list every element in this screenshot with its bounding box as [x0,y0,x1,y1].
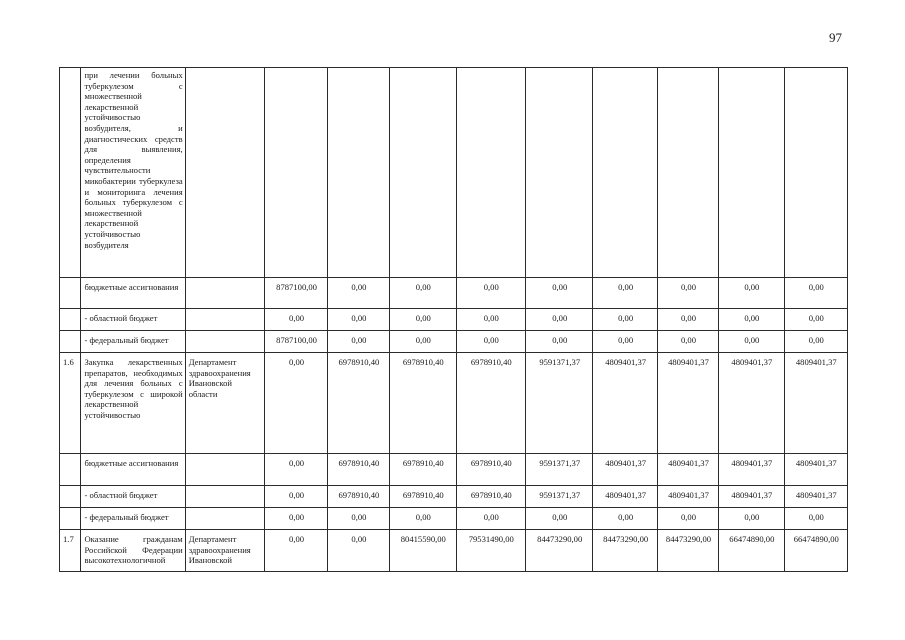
amount-cell: 6978910,40 [327,353,389,454]
amount-cell [390,68,456,278]
amount-cell: 0,00 [456,278,525,309]
row-number-cell [60,331,81,353]
amount-cell: 84473290,00 [593,530,657,572]
executor-cell [185,309,265,331]
row-number-cell: 1.6 [60,353,81,454]
table-row [60,331,848,353]
description-cell: Оказание гражданам Российской Федерации высокотехнологичной [81,530,185,572]
executor-cell [185,486,265,508]
amount-cell: 6978910,40 [390,486,456,508]
description-cell: бюджетные ассигнования [81,278,185,309]
amount-cell: 4809401,37 [593,486,657,508]
amount-cell: 0,00 [265,530,327,572]
description-cell: при лечении больных туберкулезом с множественной лекарственной устойчивостью возбудителя, и диагностических средств для выявления, определения чувствительности микобактерии туберкулеза и мониторинга лечения больных туберкулезом с множественной лекарственной устойчивостью возбудителя [81,68,185,278]
amount-cell: 0,00 [719,508,784,530]
amount-cell: 4809401,37 [719,353,784,454]
amount-cell: 0,00 [456,309,525,331]
amount-cell: 0,00 [784,508,847,530]
amount-cell: 8787100,00 [265,331,327,353]
amount-cell: 0,00 [719,278,784,309]
amount-cell: 4809401,37 [593,454,657,486]
amount-cell: 0,00 [657,508,718,530]
amount-cell: 6978910,40 [327,454,389,486]
amount-cell: 0,00 [593,508,657,530]
amount-cell: 0,00 [456,331,525,353]
amount-cell: 4809401,37 [657,486,718,508]
amount-cell: 6978910,40 [390,454,456,486]
amount-cell: 84473290,00 [657,530,718,572]
amount-cell: 79531490,00 [456,530,525,572]
amount-cell: 6978910,40 [456,353,525,454]
amount-cell: 0,00 [784,309,847,331]
amount-cell: 0,00 [593,331,657,353]
description-cell: бюджетные ассигнования [81,454,185,486]
amount-cell: 0,00 [657,309,718,331]
amount-cell: 0,00 [265,309,327,331]
row-number-cell [60,486,81,508]
amount-cell: 9591371,37 [526,454,593,486]
page-number: 97 [829,30,842,45]
amount-cell: 6978910,40 [327,486,389,508]
amount-cell: 84473290,00 [526,530,593,572]
amount-cell [784,68,847,278]
amount-cell: 0,00 [390,278,456,309]
row-number-cell [60,309,81,331]
row-number-cell [60,508,81,530]
row-number-cell [60,454,81,486]
amount-cell: 0,00 [265,353,327,454]
description-cell: - областной бюджет [81,309,185,331]
amount-cell: 4809401,37 [657,353,718,454]
amount-cell [719,68,784,278]
amount-cell: 0,00 [390,508,456,530]
amount-cell: 4809401,37 [784,486,847,508]
amount-cell: 6978910,40 [390,353,456,454]
amount-cell: 4809401,37 [784,454,847,486]
amount-cell [593,68,657,278]
executor-cell [185,68,265,278]
amount-cell [657,68,718,278]
amount-cell: 0,00 [327,278,389,309]
amount-cell: 0,00 [719,331,784,353]
amount-cell: 66474890,00 [784,530,847,572]
table-row [60,530,848,572]
amount-cell: 0,00 [327,508,389,530]
row-number-cell [60,68,81,278]
executor-cell [185,278,265,309]
executor-cell: Департамент здравоохранения Ивановской области [185,353,265,454]
amount-cell: 0,00 [526,331,593,353]
table-row [60,353,848,454]
amount-cell: 0,00 [265,486,327,508]
amount-cell: 4809401,37 [657,454,718,486]
description-cell: - областной бюджет [81,486,185,508]
amount-cell: 0,00 [390,331,456,353]
amount-cell: 4809401,37 [719,486,784,508]
amount-cell: 0,00 [456,508,525,530]
table-row [60,68,848,278]
table-row [60,508,848,530]
table-row [60,278,848,309]
row-number-cell: 1.7 [60,530,81,572]
table-row [60,309,848,331]
amount-cell: 6978910,40 [456,454,525,486]
amount-cell: 8787100,00 [265,278,327,309]
executor-cell [185,331,265,353]
amount-cell: 80415590,00 [390,530,456,572]
amount-cell [327,68,389,278]
amount-cell [456,68,525,278]
row-number-cell [60,278,81,309]
amount-cell: 4809401,37 [593,353,657,454]
amount-cell: 0,00 [265,508,327,530]
amount-cell: 0,00 [390,309,456,331]
executor-cell [185,508,265,530]
amount-cell: 0,00 [657,331,718,353]
amount-cell: 0,00 [526,508,593,530]
amount-cell [526,68,593,278]
amount-cell [265,68,327,278]
amount-cell: 0,00 [784,331,847,353]
amount-cell: 9591371,37 [526,353,593,454]
amount-cell: 0,00 [719,309,784,331]
table-row [60,454,848,486]
amount-cell: 0,00 [657,278,718,309]
table-row [60,486,848,508]
amount-cell: 66474890,00 [719,530,784,572]
executor-cell [185,454,265,486]
amount-cell: 9591371,37 [526,486,593,508]
executor-cell: Департамент здравоохранения Ивановской [185,530,265,572]
description-cell: - федеральный бюджет [81,508,185,530]
description-cell: Закупка лекарственных препаратов, необходимых для лечения больных с туберкулезом с широкой лекарственной устойчивостью [81,353,185,454]
amount-cell: 0,00 [784,278,847,309]
amount-cell: 0,00 [526,309,593,331]
budget-table [59,67,848,572]
amount-cell: 0,00 [327,530,389,572]
description-cell: - федеральный бюджет [81,331,185,353]
amount-cell: 0,00 [327,309,389,331]
amount-cell: 0,00 [593,309,657,331]
amount-cell: 0,00 [593,278,657,309]
amount-cell: 6978910,40 [456,486,525,508]
amount-cell: 0,00 [526,278,593,309]
amount-cell: 0,00 [327,331,389,353]
amount-cell: 0,00 [265,454,327,486]
amount-cell: 4809401,37 [784,353,847,454]
amount-cell: 4809401,37 [719,454,784,486]
